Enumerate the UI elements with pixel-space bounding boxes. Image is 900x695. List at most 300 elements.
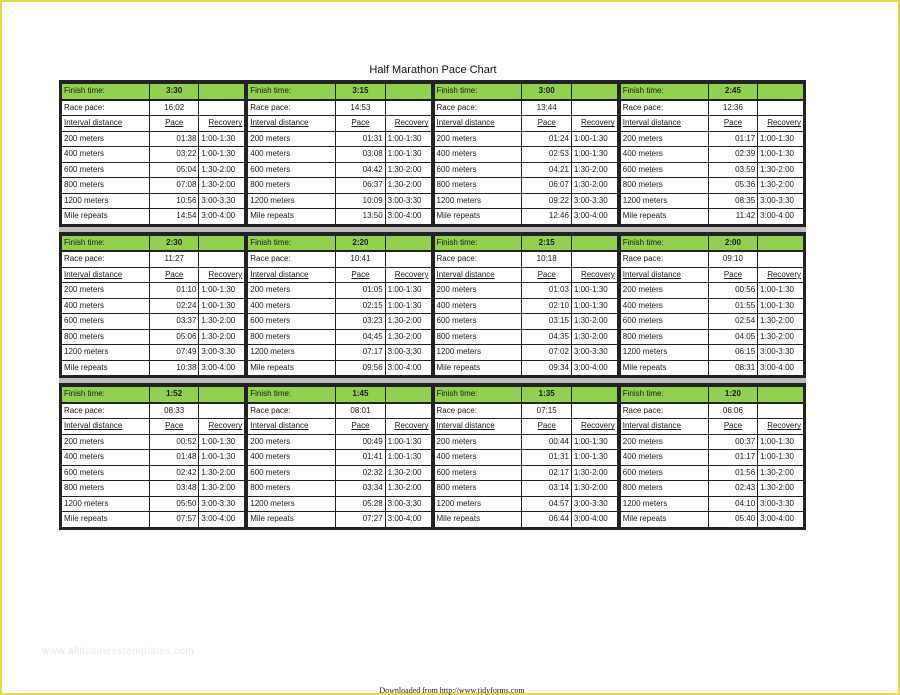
pace-chart-grid [59, 80, 806, 530]
interval-distance: 200 meters [620, 434, 708, 450]
interval-recovery: 1:30-2:00 [758, 314, 804, 330]
interval-pace: 01:41 [336, 450, 385, 466]
finish-time-value: 1:35 [522, 386, 571, 403]
interval-distance: 800 meters [434, 178, 522, 194]
race-pace-label: Race pace: [620, 251, 708, 267]
interval-row [62, 434, 245, 450]
interval-recovery: 1:30-2:00 [758, 329, 804, 345]
interval-distance: 400 meters [620, 450, 708, 466]
finish-time-empty [571, 235, 617, 252]
band-separator [59, 376, 806, 385]
interval-pace: 03:37 [149, 314, 198, 330]
interval-pace: 10:56 [149, 193, 198, 209]
finish-time-value: 2:15 [522, 235, 571, 252]
race-pace-label: Race pace: [248, 403, 336, 419]
interval-recovery: 1:00-1:30 [758, 131, 804, 147]
race-pace-label: Race pace: [248, 251, 336, 267]
finish-time-row [434, 386, 617, 403]
interval-pace: 04:05 [708, 329, 757, 345]
finish-time-label: Finish time: [62, 386, 150, 403]
pace-block [245, 82, 431, 225]
interval-distance: 600 meters [434, 162, 522, 178]
finish-time-row [434, 235, 617, 252]
pace-block [618, 234, 804, 377]
interval-recovery: 1:30-2:00 [199, 329, 245, 345]
interval-row [248, 178, 431, 194]
interval-pace: 02:32 [336, 465, 385, 481]
recovery-header: Recovery [758, 116, 804, 132]
pace-block [432, 385, 618, 528]
pace-header: Pace [522, 116, 571, 132]
interval-recovery: 1:00-1:30 [385, 434, 431, 450]
recovery-header: Recovery [385, 267, 431, 283]
interval-pace: 03:22 [149, 147, 198, 163]
interval-recovery: 1:00-1:30 [758, 450, 804, 466]
pace-header: Pace [708, 116, 757, 132]
interval-recovery: 3:00-3:30 [385, 496, 431, 512]
interval-distance: 600 meters [248, 465, 336, 481]
pace-block [432, 234, 618, 377]
interval-distance: 800 meters [248, 329, 336, 345]
interval-row [434, 298, 617, 314]
interval-pace: 08:35 [708, 193, 757, 209]
recovery-header: Recovery [758, 419, 804, 435]
finish-time-empty [758, 386, 804, 403]
interval-recovery: 1:00-1:30 [199, 298, 245, 314]
interval-row [62, 481, 245, 497]
race-pace-empty [385, 403, 431, 419]
interval-pace: 07:17 [336, 345, 385, 361]
interval-pace: 02:53 [522, 147, 571, 163]
interval-row [248, 345, 431, 361]
race-pace-row [620, 100, 803, 116]
interval-recovery: 3:00-3:30 [758, 496, 804, 512]
interval-distance: 800 meters [434, 329, 522, 345]
race-pace-row [62, 403, 245, 419]
interval-pace: 13:50 [336, 209, 385, 225]
race-pace-empty [385, 251, 431, 267]
interval-row [248, 481, 431, 497]
interval-recovery: 1:00-1:30 [571, 450, 617, 466]
page-title: Half Marathon Pace Chart [369, 64, 497, 76]
race-pace-row [248, 100, 431, 116]
interval-pace: 02:15 [336, 298, 385, 314]
interval-pace: 04:45 [336, 329, 385, 345]
interval-pace: 05:36 [708, 178, 757, 194]
interval-recovery: 3:00-3:30 [571, 496, 617, 512]
race-pace-value: 13:44 [522, 100, 571, 116]
interval-pace: 07:57 [149, 512, 198, 528]
interval-row [620, 512, 803, 528]
interval-pace: 04:57 [522, 496, 571, 512]
watermark: www.allbusinesstemplates.com [42, 646, 195, 657]
interval-row [248, 465, 431, 481]
interval-row [62, 360, 245, 376]
interval-row [620, 329, 803, 345]
race-pace-label: Race pace: [434, 251, 522, 267]
interval-distance: 400 meters [62, 298, 150, 314]
interval-row [62, 193, 245, 209]
column-header-row [248, 419, 431, 435]
column-header-row [62, 267, 245, 283]
interval-row [248, 496, 431, 512]
race-pace-row [434, 251, 617, 267]
race-pace-label: Race pace: [62, 251, 150, 267]
pace-block [61, 385, 245, 528]
pace-header: Pace [336, 419, 385, 435]
interval-distance: 600 meters [62, 465, 150, 481]
interval-recovery: 1:30-2:00 [571, 162, 617, 178]
interval-recovery: 3:00-3:30 [385, 193, 431, 209]
race-pace-label: Race pace: [434, 403, 522, 419]
interval-distance: 200 meters [434, 131, 522, 147]
race-pace-empty [758, 403, 804, 419]
interval-row [62, 329, 245, 345]
interval-recovery: 1:30-2:00 [385, 178, 431, 194]
interval-distance: 1200 meters [62, 345, 150, 361]
interval-recovery: 1:30-2:00 [571, 481, 617, 497]
interval-pace: 10:09 [336, 193, 385, 209]
interval-row [620, 147, 803, 163]
race-pace-label: Race pace: [62, 100, 150, 116]
column-header-row [62, 116, 245, 132]
finish-time-row [620, 83, 803, 100]
interval-distance: 200 meters [248, 131, 336, 147]
recovery-header: Recovery [571, 419, 617, 435]
interval-pace: 12:46 [522, 209, 571, 225]
pace-header: Pace [149, 419, 198, 435]
interval-distance: 800 meters [248, 481, 336, 497]
interval-pace: 09:56 [336, 360, 385, 376]
interval-distance: 800 meters [434, 481, 522, 497]
pace-band [59, 234, 806, 377]
finish-time-value: 3:15 [336, 83, 385, 100]
pace-table [61, 82, 245, 225]
interval-distance: 600 meters [434, 314, 522, 330]
interval-recovery: 1:30-2:00 [758, 465, 804, 481]
finish-time-label: Finish time: [434, 235, 522, 252]
pace-block [618, 385, 804, 528]
interval-row [248, 434, 431, 450]
interval-pace: 05:40 [708, 512, 757, 528]
interval-recovery: 3:00-3:30 [758, 345, 804, 361]
race-pace-label: Race pace: [434, 100, 522, 116]
interval-distance: 600 meters [248, 162, 336, 178]
interval-row [62, 283, 245, 299]
interval-recovery: 1:00-1:30 [385, 131, 431, 147]
interval-row [434, 512, 617, 528]
interval-distance: 400 meters [434, 298, 522, 314]
interval-distance: 800 meters [248, 178, 336, 194]
interval-pace: 04:42 [336, 162, 385, 178]
interval-distance: 600 meters [62, 314, 150, 330]
interval-row [620, 434, 803, 450]
finish-time-label: Finish time: [620, 386, 708, 403]
interval-pace: 05:28 [336, 496, 385, 512]
finish-time-value: 3:30 [149, 83, 198, 100]
interval-pace: 00:52 [149, 434, 198, 450]
interval-distance: 400 meters [248, 147, 336, 163]
interval-pace: 04:21 [522, 162, 571, 178]
recovery-header: Recovery [571, 267, 617, 283]
interval-row [620, 131, 803, 147]
interval-pace: 01:31 [336, 131, 385, 147]
interval-pace: 03:48 [149, 481, 198, 497]
race-pace-empty [571, 403, 617, 419]
interval-pace: 08:31 [708, 360, 757, 376]
interval-distance: Mile repeats [620, 512, 708, 528]
finish-time-row [620, 386, 803, 403]
race-pace-value: 07:15 [522, 403, 571, 419]
interval-row [434, 434, 617, 450]
race-pace-empty [385, 100, 431, 116]
interval-row [248, 283, 431, 299]
interval-distance-header: Interval distance [620, 419, 708, 435]
interval-distance: 600 meters [434, 465, 522, 481]
finish-time-label: Finish time: [434, 386, 522, 403]
interval-distance: 200 meters [620, 131, 708, 147]
interval-distance: 1200 meters [434, 193, 522, 209]
race-pace-row [434, 100, 617, 116]
interval-recovery: 1:30-2:00 [199, 465, 245, 481]
finish-time-empty [758, 83, 804, 100]
interval-recovery: 3:00-4:00 [571, 512, 617, 528]
pace-block [618, 82, 804, 225]
interval-distance: 200 meters [620, 283, 708, 299]
interval-distance: Mile repeats [248, 512, 336, 528]
interval-distance: 1200 meters [620, 345, 708, 361]
interval-distance-header: Interval distance [248, 116, 336, 132]
interval-distance: 800 meters [62, 178, 150, 194]
interval-distance: Mile repeats [434, 360, 522, 376]
interval-pace: 01:48 [149, 450, 198, 466]
finish-time-label: Finish time: [62, 83, 150, 100]
footer-source: Downloaded from http://www.tidyforms.com [379, 686, 525, 695]
finish-time-empty [199, 386, 245, 403]
interval-pace: 14:54 [149, 209, 198, 225]
interval-row [62, 512, 245, 528]
finish-time-empty [571, 386, 617, 403]
interval-recovery: 1:00-1:30 [758, 147, 804, 163]
interval-distance: 1200 meters [434, 496, 522, 512]
interval-distance: 200 meters [62, 434, 150, 450]
interval-row [248, 193, 431, 209]
interval-distance-header: Interval distance [434, 267, 522, 283]
interval-distance: Mile repeats [620, 360, 708, 376]
recovery-header: Recovery [385, 419, 431, 435]
interval-row [434, 314, 617, 330]
recovery-header: Recovery [199, 267, 245, 283]
interval-distance: 600 meters [620, 314, 708, 330]
interval-row [620, 178, 803, 194]
interval-recovery: 1:30-2:00 [199, 314, 245, 330]
interval-distance: 400 meters [434, 450, 522, 466]
interval-recovery: 3:00-3:30 [571, 193, 617, 209]
interval-recovery: 1:00-1:30 [385, 450, 431, 466]
interval-recovery: 1:30-2:00 [385, 329, 431, 345]
column-header-row [620, 116, 803, 132]
recovery-header: Recovery [199, 116, 245, 132]
interval-distance: 400 meters [62, 450, 150, 466]
interval-distance: 600 meters [620, 162, 708, 178]
interval-recovery: 3:00-4:00 [571, 360, 617, 376]
pace-table [620, 82, 804, 225]
interval-distance: 1200 meters [620, 496, 708, 512]
finish-time-row [434, 83, 617, 100]
interval-pace: 01:31 [522, 450, 571, 466]
interval-row [434, 360, 617, 376]
finish-time-label: Finish time: [434, 83, 522, 100]
interval-distance: 400 meters [62, 147, 150, 163]
interval-distance: Mile repeats [434, 209, 522, 225]
interval-distance-header: Interval distance [434, 116, 522, 132]
race-pace-empty [571, 251, 617, 267]
interval-distance: 400 meters [620, 298, 708, 314]
interval-pace: 05:50 [149, 496, 198, 512]
interval-recovery: 3:00-4:00 [199, 512, 245, 528]
interval-pace: 05:04 [149, 162, 198, 178]
interval-pace: 02:39 [708, 147, 757, 163]
interval-recovery: 3:00-4:00 [385, 209, 431, 225]
interval-row [248, 450, 431, 466]
interval-recovery: 1:00-1:30 [571, 147, 617, 163]
interval-pace: 02:10 [522, 298, 571, 314]
recovery-header: Recovery [571, 116, 617, 132]
interval-row [62, 450, 245, 466]
race-pace-row [62, 100, 245, 116]
race-pace-row [248, 251, 431, 267]
interval-pace: 03:14 [522, 481, 571, 497]
finish-time-row [248, 83, 431, 100]
interval-pace: 01:05 [336, 283, 385, 299]
race-pace-empty [571, 100, 617, 116]
interval-pace: 01:24 [522, 131, 571, 147]
interval-recovery: 1:30-2:00 [758, 481, 804, 497]
interval-distance: Mile repeats [434, 512, 522, 528]
interval-pace: 02:17 [522, 465, 571, 481]
pace-block [245, 234, 431, 377]
interval-recovery: 1:30-2:00 [571, 465, 617, 481]
interval-row [62, 496, 245, 512]
race-pace-value: 06:06 [708, 403, 757, 419]
interval-pace: 02:42 [149, 465, 198, 481]
interval-distance: 1200 meters [434, 345, 522, 361]
finish-time-empty [758, 235, 804, 252]
interval-row [434, 496, 617, 512]
race-pace-empty [758, 100, 804, 116]
race-pace-value: 16:02 [149, 100, 198, 116]
interval-pace: 01:10 [149, 283, 198, 299]
race-pace-value: 08:33 [149, 403, 198, 419]
interval-row [434, 481, 617, 497]
interval-distance-header: Interval distance [248, 267, 336, 283]
interval-recovery: 3:00-3:30 [199, 193, 245, 209]
interval-recovery: 3:00-4:00 [199, 209, 245, 225]
interval-distance: 200 meters [434, 283, 522, 299]
finish-time-value: 2:45 [708, 83, 757, 100]
race-pace-label: Race pace: [620, 100, 708, 116]
column-header-row [248, 267, 431, 283]
pace-table [620, 385, 804, 528]
column-header-row [248, 116, 431, 132]
interval-row [620, 209, 803, 225]
race-pace-empty [758, 251, 804, 267]
pace-table [247, 234, 431, 377]
pace-table [61, 385, 245, 528]
interval-distance: Mile repeats [248, 209, 336, 225]
interval-distance: Mile repeats [620, 209, 708, 225]
race-pace-value: 10:41 [336, 251, 385, 267]
interval-distance: 800 meters [620, 178, 708, 194]
interval-pace: 05:06 [149, 329, 198, 345]
interval-recovery: 3:00-4:00 [758, 512, 804, 528]
interval-distance: 400 meters [248, 298, 336, 314]
interval-distance: 400 meters [620, 147, 708, 163]
interval-row [434, 147, 617, 163]
interval-distance: Mile repeats [62, 209, 150, 225]
finish-time-value: 3:00 [522, 83, 571, 100]
finish-time-value: 1:52 [149, 386, 198, 403]
race-pace-row [620, 403, 803, 419]
interval-pace: 01:56 [708, 465, 757, 481]
pace-table [247, 82, 431, 225]
interval-distance: 600 meters [62, 162, 150, 178]
column-header-row [620, 419, 803, 435]
interval-distance: 800 meters [620, 481, 708, 497]
finish-time-row [62, 83, 245, 100]
pace-table [620, 234, 804, 377]
interval-recovery: 1:30-2:00 [571, 329, 617, 345]
interval-distance-header: Interval distance [620, 267, 708, 283]
finish-time-row [248, 235, 431, 252]
pace-header: Pace [336, 116, 385, 132]
interval-pace: 03:59 [708, 162, 757, 178]
interval-recovery: 1:00-1:30 [199, 434, 245, 450]
race-pace-empty [199, 251, 245, 267]
interval-pace: 03:34 [336, 481, 385, 497]
pace-header: Pace [522, 419, 571, 435]
interval-pace: 01:17 [708, 131, 757, 147]
interval-recovery: 1:00-1:30 [571, 283, 617, 299]
interval-row [620, 162, 803, 178]
interval-recovery: 1:00-1:30 [199, 283, 245, 299]
interval-row [434, 162, 617, 178]
finish-time-label: Finish time: [620, 83, 708, 100]
interval-row [62, 298, 245, 314]
column-header-row [620, 267, 803, 283]
pace-table [434, 385, 618, 528]
interval-row [434, 345, 617, 361]
interval-row [62, 147, 245, 163]
interval-pace: 03:15 [522, 314, 571, 330]
recovery-header: Recovery [199, 419, 245, 435]
pace-block [61, 82, 245, 225]
recovery-header: Recovery [758, 267, 804, 283]
interval-distance: 200 meters [248, 434, 336, 450]
recovery-header: Recovery [385, 116, 431, 132]
interval-row [248, 360, 431, 376]
column-header-row [62, 419, 245, 435]
interval-distance: 1200 meters [620, 193, 708, 209]
interval-distance: 400 meters [434, 147, 522, 163]
interval-pace: 06:15 [708, 345, 757, 361]
interval-recovery: 3:00-4:00 [385, 360, 431, 376]
interval-distance: Mile repeats [62, 512, 150, 528]
interval-row [62, 131, 245, 147]
interval-recovery: 1:30-2:00 [385, 481, 431, 497]
finish-time-label: Finish time: [248, 83, 336, 100]
interval-recovery: 3:00-3:30 [199, 345, 245, 361]
